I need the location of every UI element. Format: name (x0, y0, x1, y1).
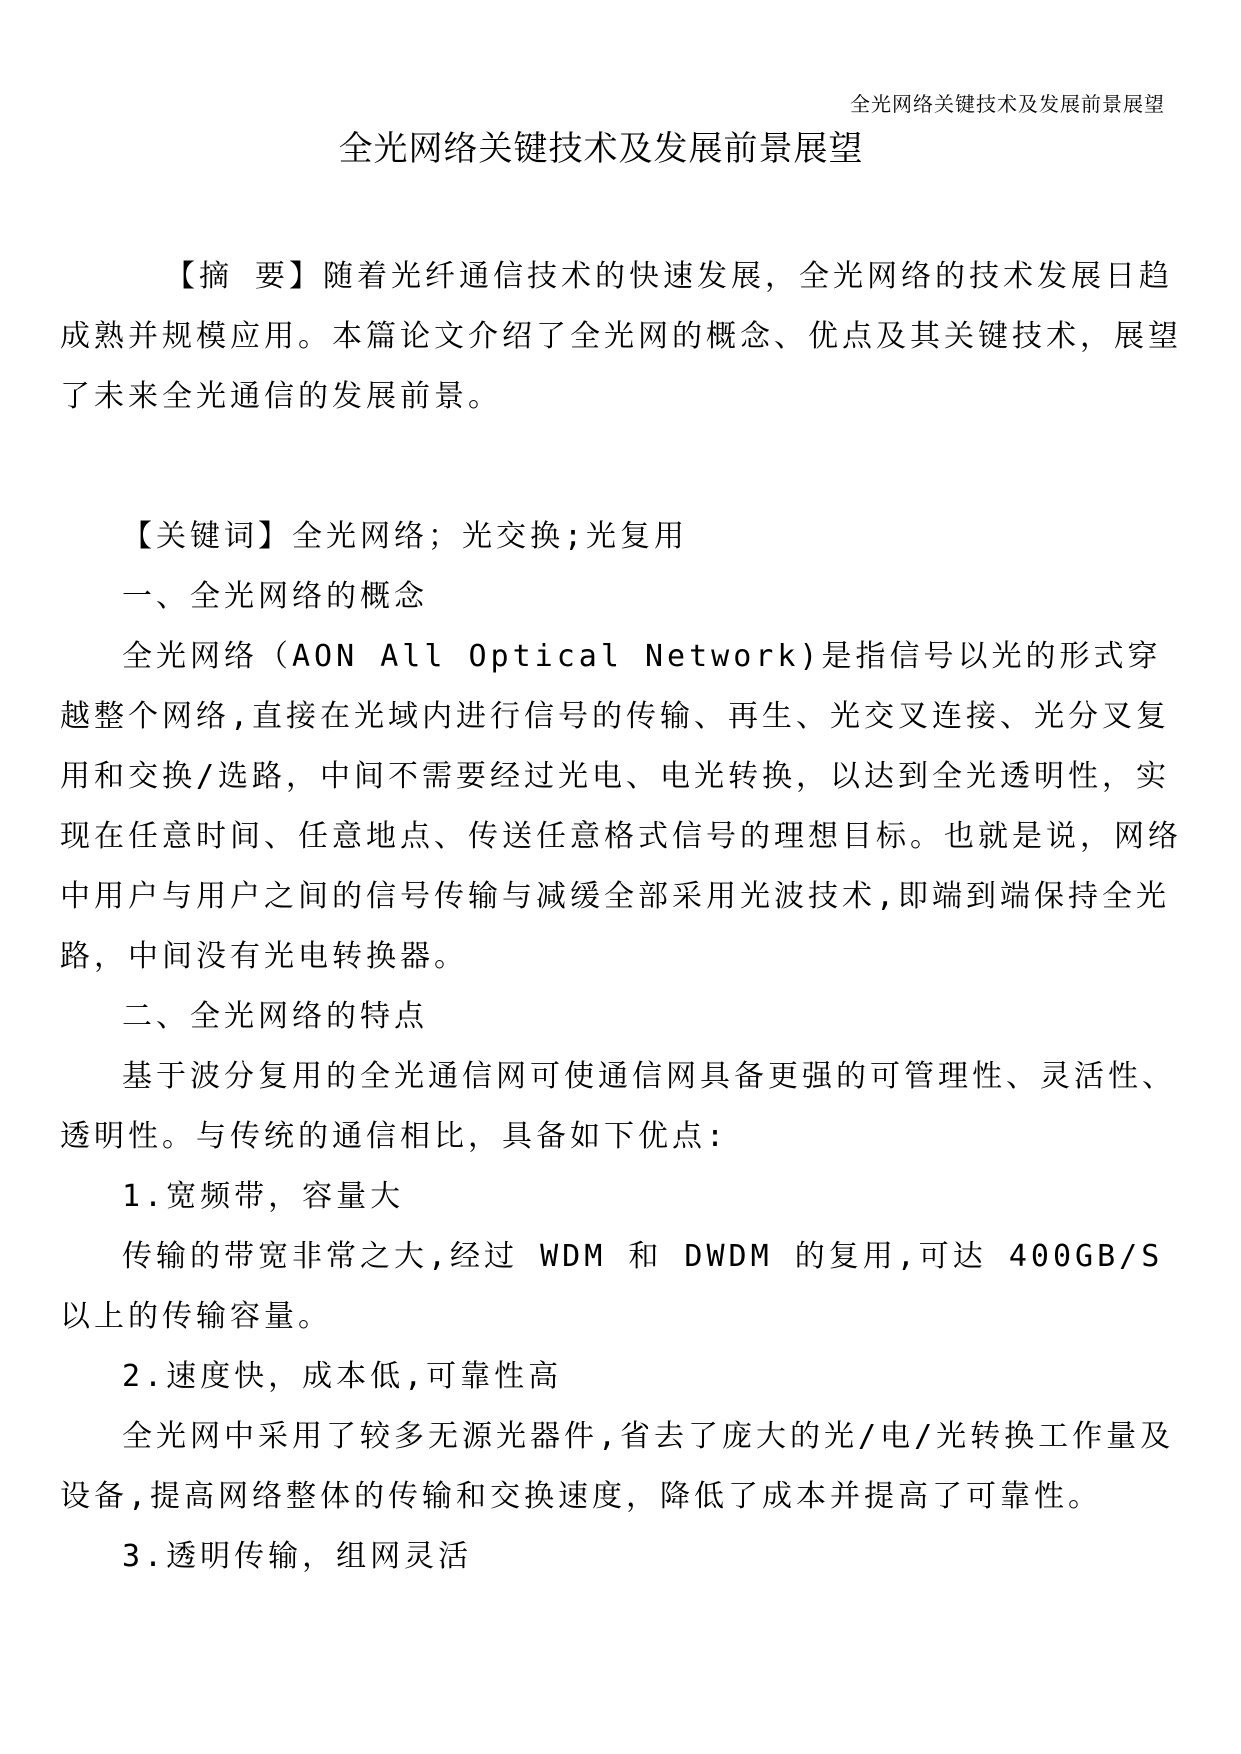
document-title: 全光网络关键技术及发展前景展望 (338, 129, 864, 169)
section-2-paragraph: 基于波分复用的全光通信网可使通信网具备更强的可管理性、灵活性、透明性。与传统的通信相比，具备如下优点: (60, 1059, 1176, 1154)
section-2-heading: 二、全光网络的特点 (122, 999, 428, 1034)
item-1-text: 传输的带宽非常之大,经过 WDM 和 DWDM 的复用,可达 400GB/S 以上的传输容量。 (60, 1239, 1164, 1334)
item-1-heading: 1.宽频带，容量大 (122, 1179, 405, 1214)
abstract-block (60, 247, 1185, 427)
abstract-paragraph: 【摘 要】随着光纤通信技术的快速发展，全光网络的技术发展日趋成熟并规模应用。本篇论文介绍了全光网的概念、优点及其关键技术，展望了未来全光通信的发展前景。 (60, 259, 1182, 414)
main-body (60, 507, 1185, 1587)
section-1-paragraph: 全光网络（AON All Optical Network)是指信号以光的形式穿越整个网络,直接在光域内进行信号的传输、再生、光交叉连接、光分叉复用和交换/选路，中间不需要经过光电、电光转换，以达到全光透明性，实现在任意时间、任意地点、传送任意格式信号的理想目标。也就是说，网络中用户与用户之间的信号传输与减缓全部采用光波技术,即端到端保持全光路，中间没有光电转换器。 (60, 639, 1182, 974)
running-header: 全光网络关键技术及发展前景展望 (850, 92, 1165, 116)
item-2-heading: 2.速度快，成本低,可靠性高 (122, 1359, 563, 1394)
keywords-line: 【关键词】全光网络；光交换;光复用 (122, 519, 689, 554)
item-2-text: 全光网中采用了较多无源光器件,省去了庞大的光/电/光转换工作量及设备,提高网络整体的传输和交换速度，降低了成本并提高了可靠性。 (60, 1419, 1175, 1514)
item-3-heading: 3.透明传输，组网灵活 (122, 1539, 473, 1574)
section-1-heading: 一、全光网络的概念 (122, 579, 428, 614)
